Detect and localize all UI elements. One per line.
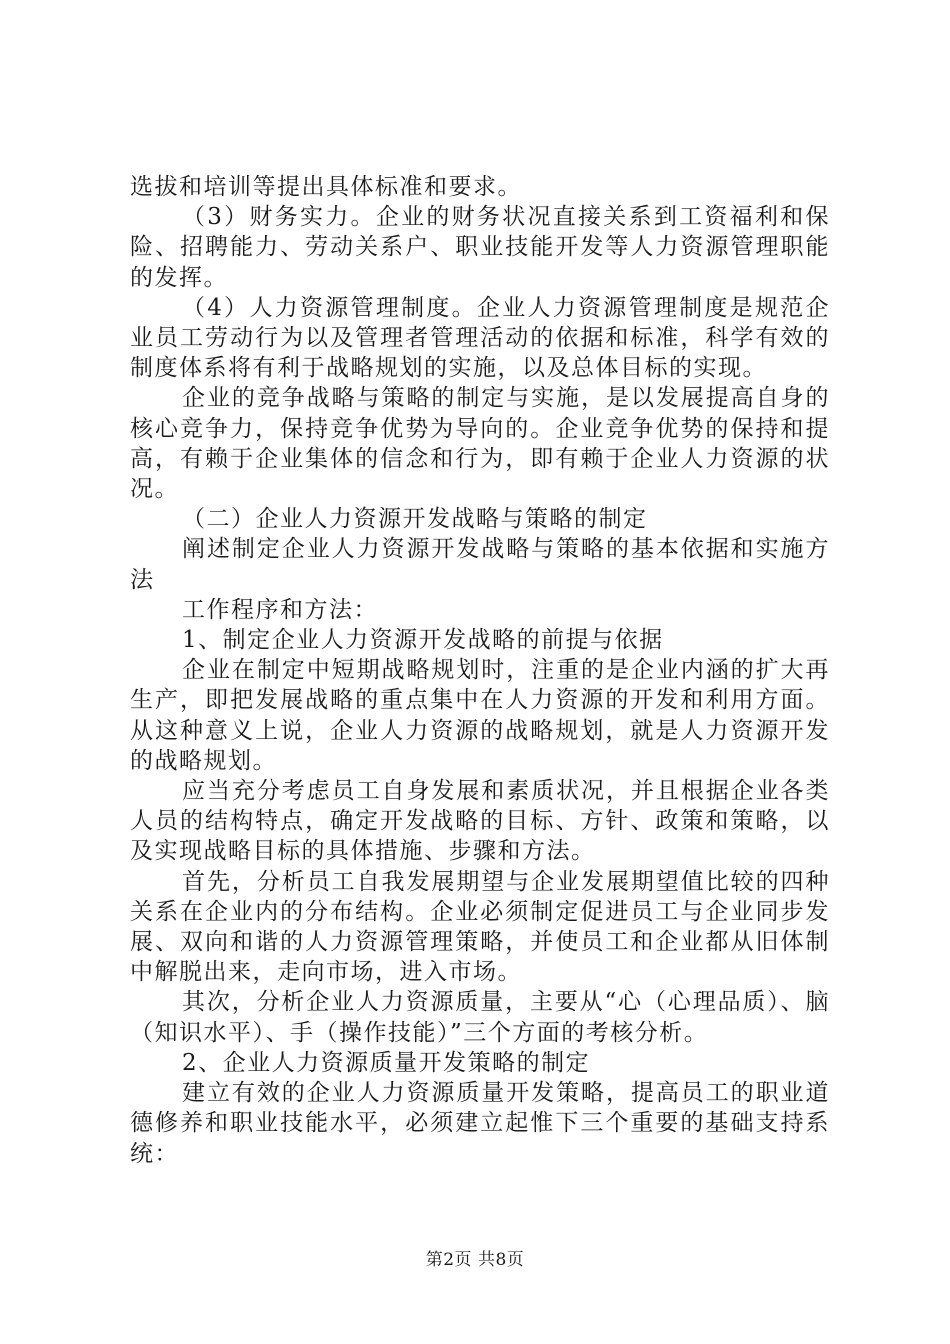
paragraph-1: 选拔和培训等提出具体标准和要求。 [130,174,522,200]
subheading-1: 1、制定企业人力资源开发战略的前提与依据 [182,627,664,654]
paragraph-14: 建立有效的企业人力资源质量开发策略，提高员工的职业道德修养和职业技能水平，必须建立起惟下三个重要的基础支持系统： [130,1080,830,1167]
paragraph-7: 工作程序和方法： [182,596,378,623]
page-number-footer: 第2页 共8页 [425,1250,525,1270]
paragraph-3: （4）人力资源管理制度。企业人力资源管理制度是规范企业员工劳动行为以及管理者管理活动的依据和标准，科学有效的制度体系将有利于战略规划的实施，以及总体目标的实现。 [130,294,830,382]
section-heading: （二）企业人力资源开发战略与策略的制定 [182,506,648,533]
paragraph-2: （3）财务实力。企业的财务状况直接关系到工资福利和保险、招聘能力、劳动关系户、职业技能开发等人力资源管理职能的发挥。 [130,204,830,291]
subheading-2: 2、企业人力资源质量开发策略的制定 [182,1049,591,1076]
paragraph-10: 应当充分考虑员工自身发展和素质状况，并且根据企业各类人员的结构特点，确定开发战略的目标、方针、政策和策略，以及实现战略目标的具体措施、步骤和方法。 [130,778,830,865]
document-body [130,172,830,1169]
paragraph-9: 企业在制定中短期战略规划时，注重的是企业内涵的扩大再生产，即把发展战略的重点集中在人力资源的开发和利用方面。从这种意义上说，企业人力资源的战略规划，就是人力资源开发的战略规划。 [130,657,830,774]
paragraph-6: 阐述制定企业人力资源开发战略与策略的基本依据和实施方法 [130,536,830,593]
paragraph-4: 企业的竞争战略与策略的制定与实施，是以发展提高自身的核心竞争力，保持竞争优势为导向的。企业竞争优势的保持和提高，有赖于企业集体的信念和行为，即有赖于企业人力资源的状况。 [130,385,830,503]
paragraph-12: 其次，分析企业人力资源质量，主要从“心（心理品质）、脑（知识水平）、手（操作技能）”三个方面的考核分析。 [130,989,830,1046]
paragraph-11: 首先，分析员工自我发展期望与企业发展期望值比较的四种关系在企业内的分布结构。企业必须制定促进员工与企业同步发展、双向和谐的人力资源管理策略，并使员工和企业都从旧体制中解脱出来，走向市场，进入市场。 [130,868,830,986]
